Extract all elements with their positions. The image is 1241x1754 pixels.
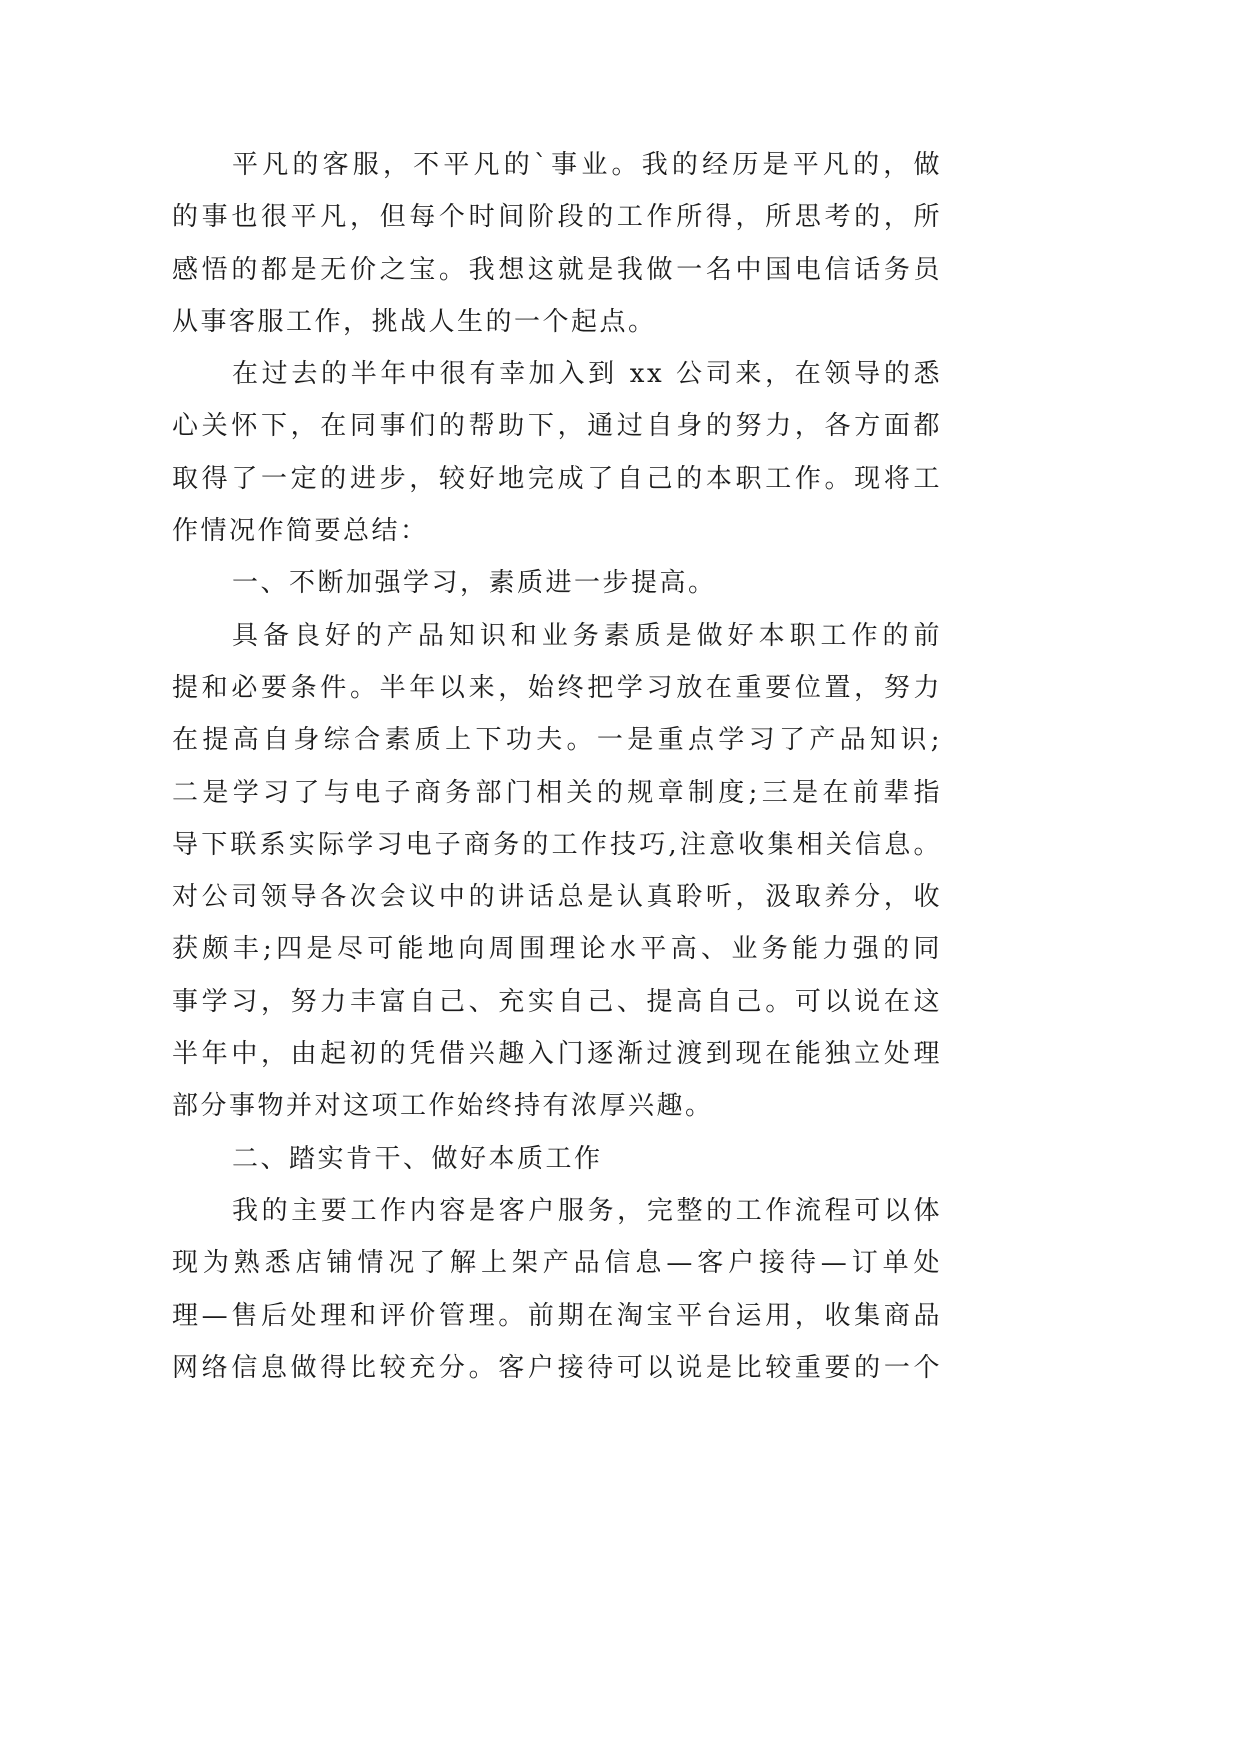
text-line: 部分事物并对这项工作始终持有浓厚兴趣。: [172, 1091, 714, 1122]
text-line: 在提高自身综合素质上下功夫。一是重点学习了产品知识;: [172, 725, 942, 756]
text-line: 获颇丰;四是尽可能地向周围理论水平高、业务能力强的同: [172, 934, 942, 965]
text-line: 对公司领导各次会议中的讲话总是认真聆听，汲取养分，收: [172, 882, 942, 913]
text-line: 的事也很平凡，但每个时间阶段的工作所得，所思考的，所: [172, 202, 942, 233]
text-line: 二是学习了与电子商务部门相关的规章制度;三是在前辈指: [172, 777, 942, 808]
paragraph-work: [172, 1185, 942, 1394]
text-line: 现为熟悉店铺情况了解上架产品信息—客户接待—订单处: [172, 1248, 942, 1279]
text-line: 导下联系实际学习电子商务的工作技巧,注意收集相关信息。: [172, 829, 942, 860]
text-line: 提和必要条件。半年以来，始终把学习放在重要位置，努力: [172, 672, 942, 703]
text-line: 在过去的半年中很有幸加入到 xx 公司来，在领导的悉: [232, 359, 942, 390]
text-line: 平凡的客服，不平凡的`事业。我的经历是平凡的，做: [232, 150, 942, 180]
text-line: 心关怀下，在同事们的帮助下，通过自身的努力，各方面都: [172, 411, 942, 442]
section-heading-2: [172, 1133, 942, 1185]
text-line: 我的主要工作内容是客户服务，完整的工作流程可以体: [232, 1195, 942, 1226]
paragraph-learning: [172, 610, 942, 1133]
document-body: [172, 139, 942, 1394]
text-line: 理—售后处理和评价管理。前期在淘宝平台运用，收集商品: [172, 1300, 942, 1331]
paragraph-overview: [172, 348, 942, 557]
text-line: 作情况作简要总结：: [172, 516, 429, 547]
text-line: 事学习，努力丰富自己、充实自己、提高自己。可以说在这: [172, 986, 942, 1017]
section-heading: 一、不断加强学习，素质进一步提高。: [232, 568, 717, 599]
section-heading-1: [172, 557, 942, 609]
text-line: 具备良好的产品知识和业务素质是做好本职工作的前: [232, 620, 942, 651]
section-heading: 二、踏实肯干、做好本质工作: [232, 1143, 603, 1174]
text-line: 从事客服工作，挑战人生的一个起点。: [172, 306, 657, 337]
text-line: 取得了一定的进步，较好地完成了自己的本职工作。现将工: [172, 463, 942, 494]
text-line: 感悟的都是无价之宝。我想这就是我做一名中国电信话务员: [172, 254, 942, 285]
paragraph-intro: [172, 139, 942, 348]
text-line: 半年中，由起初的凭借兴趣入门逐渐过渡到现在能独立处理: [172, 1039, 942, 1070]
text-line: 网络信息做得比较充分。客户接待可以说是比较重要的一个: [172, 1352, 942, 1383]
